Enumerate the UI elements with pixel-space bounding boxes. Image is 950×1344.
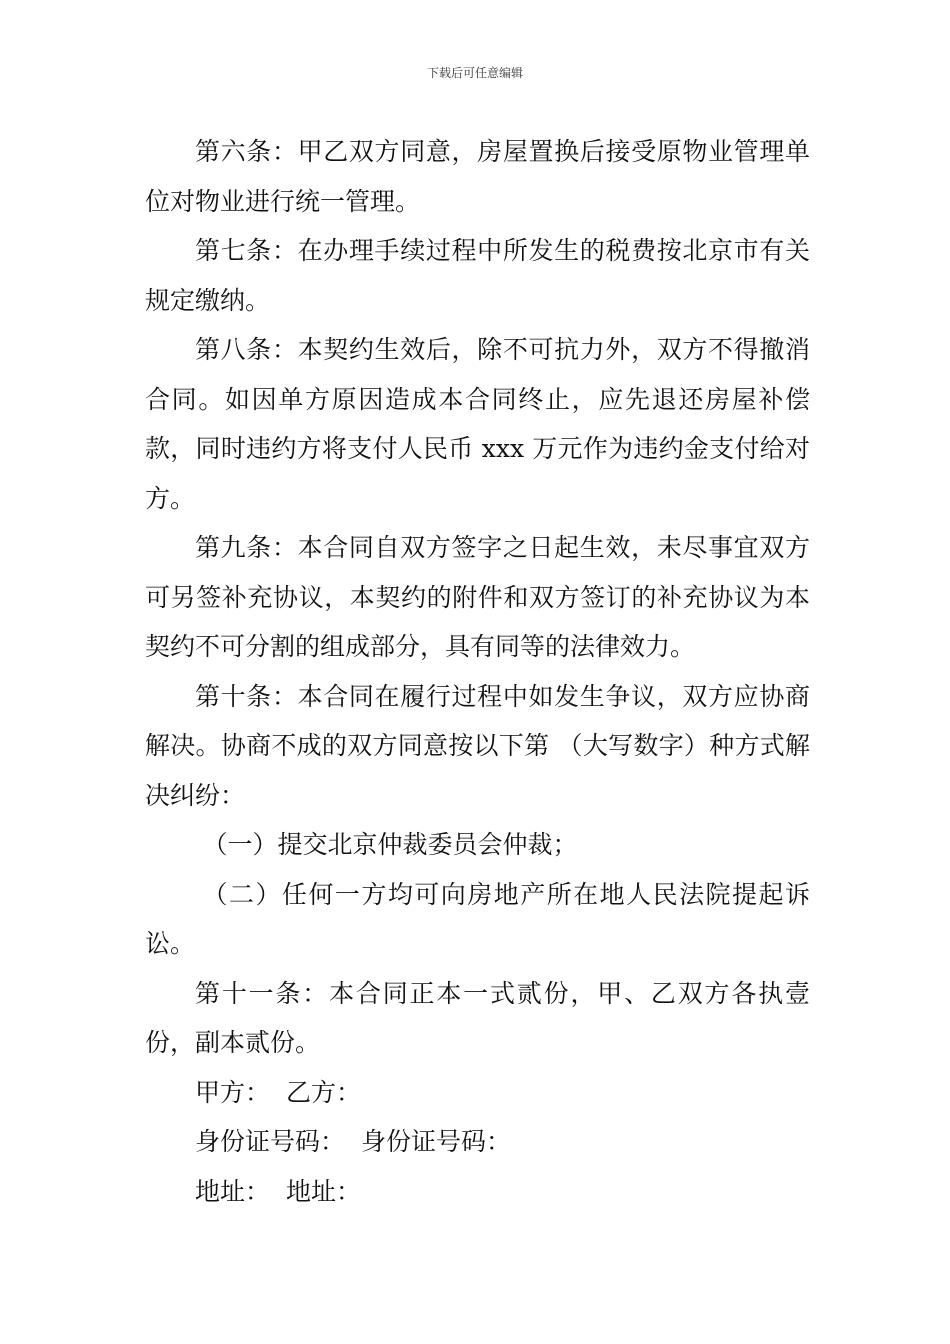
article-7: 第七条：在办理手续过程中所发生的税费按北京市有关规定缴纳。 <box>145 236 810 315</box>
party-b-id-label: 身份证号码： <box>361 1127 512 1156</box>
signature-party-line <box>145 1068 810 1118</box>
party-a-address-label: 地址： <box>195 1176 271 1206</box>
signature-address-line <box>145 1167 810 1217</box>
signature-id-line <box>145 1117 810 1167</box>
party-a-id-label: 身份证号码： <box>195 1127 346 1156</box>
article-8: 第八条：本契约生效后，除不可抗力外，双方不得撤消合同。如因单方原因造成本合同终止，应先退还房屋补偿款，同时违约方将支付人民币 xxx 万元作为违约金支付给对方。 <box>145 335 810 513</box>
party-a-label: 甲方： <box>195 1077 271 1107</box>
party-b-address-label: 地址： <box>286 1176 362 1206</box>
party-b-label: 乙方： <box>286 1077 362 1107</box>
dispute-option-2: （二）任何一方均可向房地产所在地人民法院提起诉讼。 <box>145 879 810 958</box>
article-9: 第九条：本合同自双方签字之日起生效，未尽事宜双方可另签补充协议，本契约的附件和双方签订的补充协议为本契约不可分割的组成部分，具有同等的法律效力。 <box>145 533 810 661</box>
dispute-option-1: （一）提交北京仲裁委员会仲裁； <box>202 830 578 859</box>
contract-body <box>145 127 810 1216</box>
article-10: 第十条：本合同在履行过程中如发生争议，双方应协商解决。协商不成的双方同意按以下第 （大写数字）种方式解决纠纷： <box>145 681 810 810</box>
page-header-note: 下载后可任意编辑 <box>426 66 523 80</box>
article-11: 第十一条：本合同正本一式贰份，甲、乙双方各执壹份，副本贰份。 <box>145 978 810 1057</box>
article-6: 第六条：甲乙双方同意，房屋置换后接受原物业管理单位对物业进行统一管理。 <box>145 137 810 216</box>
